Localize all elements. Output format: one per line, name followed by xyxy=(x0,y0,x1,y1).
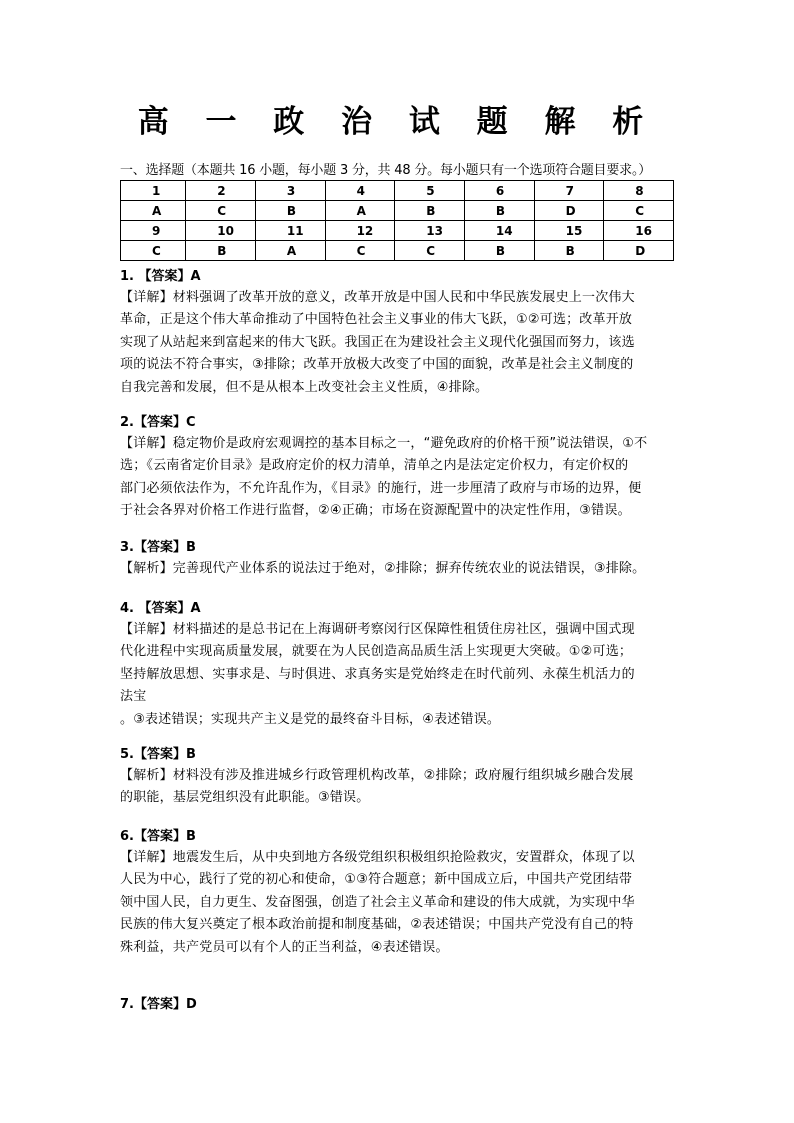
answer-table-cell: 6 xyxy=(464,181,534,201)
answer-table-cell: C xyxy=(121,241,186,261)
answer-table-cell: 12 xyxy=(325,221,395,241)
explanation-line: 选；《云南省定价目录》是政府定价的权力清单，清单之内是法定定价权力，有定价权的 xyxy=(120,458,629,474)
question-7 xyxy=(120,994,680,1015)
answer-table-cell: 7 xyxy=(534,181,604,201)
explanation-line: 项的说法不符合事实，③排除；改革开放极大改变了中国的面貌，改革是社会主义制度的 xyxy=(120,357,634,373)
answer-table-cell: 4 xyxy=(325,181,395,201)
answer-table-row xyxy=(121,241,674,261)
answer-table-row xyxy=(121,201,674,221)
answer-table-cell: B xyxy=(255,201,325,221)
question-answer: 2.【答案】C xyxy=(120,415,196,430)
question-answer: 3.【答案】B xyxy=(120,540,196,555)
question-1 xyxy=(120,266,680,399)
explanation-line: 人民为中心，践行了党的初心和使命，①③符合题意；新中国成立后，中国共产党团结带 xyxy=(120,872,633,888)
answer-table-cell: D xyxy=(534,201,604,221)
answer-table-cell: B xyxy=(534,241,604,261)
explanation-line: 殊利益，共产党员可以有个人的正当利益，④表述错误。 xyxy=(120,939,449,955)
answer-table-cell: 2 xyxy=(186,181,256,201)
answer-table-cell: A xyxy=(255,241,325,261)
explanation-line: 于社会各界对价格工作进行监督，②④正确；市场在资源配置中的决定性作用，③错误。 xyxy=(120,503,631,519)
answer-table-cell: 10 xyxy=(186,221,256,241)
answer-table-cell: D xyxy=(604,241,674,261)
answer-table-cell: A xyxy=(325,201,395,221)
explanation-line: 【详解】地震发生后，从中央到地方各级党组织积极组织抢险救灾，安置群众，体现了以 xyxy=(120,850,635,865)
answer-table-cell: 13 xyxy=(395,221,465,241)
question-answer: 6.【答案】B xyxy=(120,829,196,844)
answer-table-cell: 14 xyxy=(464,221,534,241)
answer-table-cell: 8 xyxy=(604,181,674,201)
answer-table-cell: B xyxy=(464,241,534,261)
explanation-line: 【解析】完善现代产业体系的说法过于绝对，②排除；摒弃传统农业的说法错误，③排除。 xyxy=(120,561,646,576)
question-explanation xyxy=(120,765,680,810)
answer-table-cell: 5 xyxy=(395,181,465,201)
question-explanation xyxy=(120,558,680,580)
answer-table-cell: B xyxy=(464,201,534,221)
explanation-line: 法宝 xyxy=(120,689,147,705)
explanation-line: 代化进程中实现高质量发展，就要在为人民创造高品质生活上实现更大突破。①②可选； xyxy=(120,644,633,660)
explanation-line: 【详解】材料描述的是总书记在上海调研考察闵行区保障性租赁住房社区，强调中国式现 xyxy=(120,622,635,637)
explanation-line: 【详解】材料强调了改革开放的意义，改革开放是中国人民和中华民族发展史上一次伟大 xyxy=(120,290,635,305)
explanation-line: 【解析】材料没有涉及推进城乡行政管理机构改革，②排除；政府履行组织城乡融合发展 xyxy=(120,768,634,783)
answer-table-cell: 11 xyxy=(255,221,325,241)
answer-table-cell: 1 xyxy=(121,181,186,201)
answer-table-cell: A xyxy=(121,201,186,221)
answer-table-row xyxy=(121,221,674,241)
question-2 xyxy=(120,412,680,523)
explanation-line: 部门必须依法作为，不允许乱作为，《目录》的施行，进一步厘清了政府与市场的边界，便 xyxy=(120,480,642,496)
question-5 xyxy=(120,744,680,810)
explanation-line: 。③表述错误；实现共产主义是党的最终奋斗目标，④表述错误。 xyxy=(120,711,501,727)
answer-table-cell: 15 xyxy=(534,221,604,241)
explanation-line: 实现了从站起来到富起来的伟大飞跃。我国正在为建设社会主义现代化强国而努力，该选 xyxy=(120,334,635,350)
explanation-line: 民族的伟大复兴奠定了根本政治前提和制度基础，②表述错误；中国共产党没有自己的特 xyxy=(120,917,634,933)
question-6 xyxy=(120,826,680,959)
question-3 xyxy=(120,537,680,580)
explanation-line: 领中国人民，自力更生、发奋图强，创造了社会主义革命和建设的伟大成就，为实现中华 xyxy=(120,894,635,910)
explanation-line: 的职能，基层党组织没有此职能。③错误。 xyxy=(120,790,370,806)
section-heading: 一、选择题（本题共 16 小题，每小题 3 分，共 48 分。每小题只有一个选项符合题目要求。） xyxy=(120,163,652,178)
question-answer: 7.【答案】D xyxy=(120,997,197,1012)
answer-table-cell: C xyxy=(186,201,256,221)
question-answer: 4. 【答案】A xyxy=(120,601,201,616)
page-title: 高 一 政 治 试 题 解 析 xyxy=(137,104,657,140)
question-explanation xyxy=(120,847,680,959)
answer-table-row xyxy=(121,181,674,201)
question-4 xyxy=(120,598,680,731)
question-explanation xyxy=(120,287,680,399)
explanation-line: 【详解】稳定物价是政府宏观调控的基本目标之一，“避免政府的价格干预”说法错误，①不 xyxy=(120,436,648,451)
answer-table-cell: 16 xyxy=(604,221,674,241)
explanation-line: 革命，正是这个伟大革命推动了中国特色社会主义事业的伟大飞跃，①②可选；改革开放 xyxy=(120,312,633,328)
question-answer: 5.【答案】B xyxy=(120,747,196,762)
answer-table-cell: C xyxy=(325,241,395,261)
answer-table-cell: 9 xyxy=(121,221,186,241)
answer-table xyxy=(120,180,674,261)
explanation-line: 坚持解放思想、实事求是、与时俱进、求真务实是党始终走在时代前列、永葆生机活力的 xyxy=(120,666,635,682)
answer-table-cell: C xyxy=(604,201,674,221)
question-answer: 1. 【答案】A xyxy=(120,269,201,284)
explanation-line: 自我完善和发展，但不是从根本上改变社会主义性质，④排除。 xyxy=(120,379,489,395)
answer-table-cell: 3 xyxy=(255,181,325,201)
answer-table-cell: B xyxy=(395,201,465,221)
answer-table-cell: C xyxy=(395,241,465,261)
question-explanation xyxy=(120,433,680,523)
answer-table-cell: B xyxy=(186,241,256,261)
question-explanation xyxy=(120,619,680,731)
